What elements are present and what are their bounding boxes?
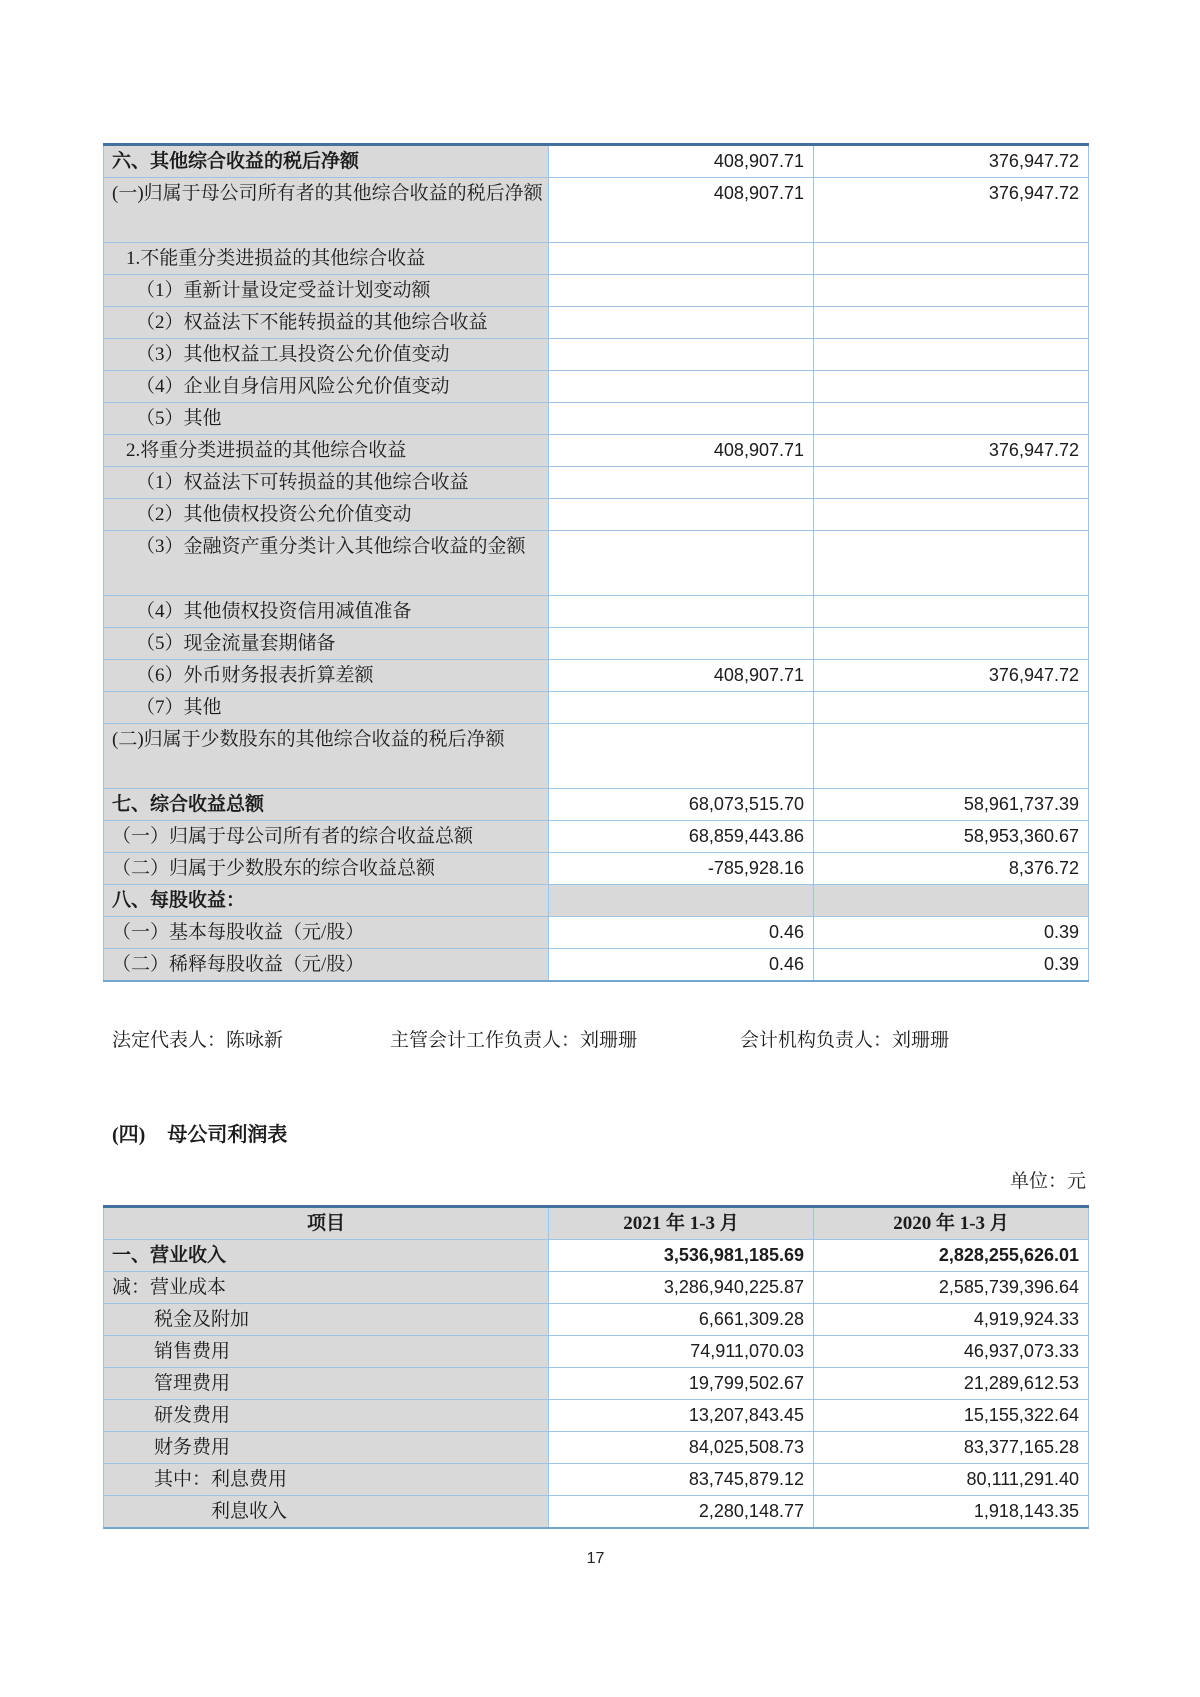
comprehensive-income-row [104, 307, 1089, 339]
comprehensive-income-row [104, 917, 1089, 949]
value-2021: 408,907.71 [549, 145, 814, 178]
value-2021: 19,799,502.67 [549, 1368, 814, 1400]
comprehensive-income-row [104, 885, 1089, 917]
page-number: 17 [586, 1550, 605, 1567]
value-2020 [814, 467, 1089, 499]
value-2020 [814, 403, 1089, 435]
value-2020: 15,155,322.64 [814, 1400, 1089, 1432]
item-label: （5）现金流量套期储备 [104, 628, 549, 660]
comprehensive-income-row [104, 628, 1089, 660]
value-2020: 376,947.72 [814, 145, 1089, 178]
item-label: 利息收入 [104, 1496, 549, 1529]
legal-representative-signature: 法定代表人：陈咏新 [112, 1030, 284, 1051]
value-2021 [549, 628, 814, 660]
value-2021: 83,745,879.12 [549, 1464, 814, 1496]
value-2021: 68,073,515.70 [549, 789, 814, 821]
value-2020: 376,947.72 [814, 660, 1089, 692]
comprehensive-income-row [104, 145, 1089, 178]
value-2021 [549, 596, 814, 628]
item-label: 一、营业收入 [104, 1240, 549, 1272]
value-2020 [814, 307, 1089, 339]
value-2021: 13,207,843.45 [549, 1400, 814, 1432]
comprehensive-income-row [104, 596, 1089, 628]
item-label: （6）外币财务报表折算差额 [104, 660, 549, 692]
value-2021 [549, 724, 814, 789]
item-label: （一）基本每股收益（元/股） [104, 917, 549, 949]
item-label: （4）其他债权投资信用减值准备 [104, 596, 549, 628]
value-2021: 68,859,443.86 [549, 821, 814, 853]
comprehensive-income-row [104, 371, 1089, 403]
comprehensive-income-row [104, 403, 1089, 435]
comprehensive-income-table-body [104, 145, 1089, 982]
value-2020: 83,377,165.28 [814, 1432, 1089, 1464]
item-label: (二)归属于少数股东的其他综合收益的税后净额 [104, 724, 549, 789]
comprehensive-income-row [104, 789, 1089, 821]
value-2020: 46,937,073.33 [814, 1336, 1089, 1368]
parent-income-statement-table [103, 1205, 1089, 1529]
item-label: 减：营业成本 [104, 1272, 549, 1304]
value-2020: 8,376.72 [814, 853, 1089, 885]
comprehensive-income-row [104, 821, 1089, 853]
item-label: 其中：利息费用 [104, 1464, 549, 1496]
value-2020 [814, 724, 1089, 789]
column-header: 2020 年 1-3 月 [814, 1207, 1089, 1240]
income-statement-row [104, 1432, 1089, 1464]
item-label: 八、每股收益： [104, 885, 549, 917]
comprehensive-income-row [104, 499, 1089, 531]
value-2020: 376,947.72 [814, 435, 1089, 467]
value-2021: -785,928.16 [549, 853, 814, 885]
item-label: （3）金融资产重分类计入其他综合收益的金额 [104, 531, 549, 596]
column-header: 项目 [104, 1207, 549, 1240]
item-label: 管理费用 [104, 1368, 549, 1400]
value-2021: 6,661,309.28 [549, 1304, 814, 1336]
value-2021 [549, 692, 814, 724]
item-label: 六、其他综合收益的税后净额 [104, 145, 549, 178]
item-label: 税金及附加 [104, 1304, 549, 1336]
item-label: （7）其他 [104, 692, 549, 724]
value-2021: 0.46 [549, 949, 814, 982]
income-statement-row [104, 1400, 1089, 1432]
value-2021 [549, 243, 814, 275]
value-2021 [549, 885, 814, 917]
value-2021: 2,280,148.77 [549, 1496, 814, 1529]
item-label: 1.不能重分类进损益的其他综合收益 [104, 243, 549, 275]
value-2020 [814, 243, 1089, 275]
value-2021 [549, 499, 814, 531]
comprehensive-income-row [104, 949, 1089, 982]
value-2020 [814, 275, 1089, 307]
value-2020 [814, 692, 1089, 724]
item-label: （3）其他权益工具投资公允价值变动 [104, 339, 549, 371]
section-title-text: 母公司利润表 [167, 1124, 288, 1146]
value-2021 [549, 403, 814, 435]
value-2021: 74,911,070.03 [549, 1336, 814, 1368]
value-2020 [814, 499, 1089, 531]
income-statement-row [104, 1368, 1089, 1400]
comprehensive-income-row [104, 435, 1089, 467]
signature-line [103, 1026, 1088, 1056]
item-label: （2）权益法下不能转损益的其他综合收益 [104, 307, 549, 339]
value-2020 [814, 596, 1089, 628]
value-2021: 3,536,981,185.69 [549, 1240, 814, 1272]
unit-label: 单位：元 [1009, 1171, 1086, 1192]
value-2021 [549, 307, 814, 339]
item-label: 2.将重分类进损益的其他综合收益 [104, 435, 549, 467]
value-2020 [814, 371, 1089, 403]
parent-income-statement-body [104, 1240, 1089, 1529]
comprehensive-income-row [104, 660, 1089, 692]
value-2021: 0.46 [549, 917, 814, 949]
value-2020: 1,918,143.35 [814, 1496, 1089, 1529]
value-2021: 3,286,940,225.87 [549, 1272, 814, 1304]
item-label: （一）归属于母公司所有者的综合收益总额 [104, 821, 549, 853]
income-statement-row [104, 1272, 1089, 1304]
value-2020: 2,585,739,396.64 [814, 1272, 1089, 1304]
value-2020 [814, 531, 1089, 596]
value-2020: 21,289,612.53 [814, 1368, 1089, 1400]
value-2020: 2,828,255,626.01 [814, 1240, 1089, 1272]
accounting-head-signature: 主管会计工作负责人：刘珊珊 [390, 1030, 638, 1051]
value-2020: 80,111,291.40 [814, 1464, 1089, 1496]
item-label: （5）其他 [104, 403, 549, 435]
value-2021: 408,907.71 [549, 660, 814, 692]
comprehensive-income-row [104, 339, 1089, 371]
comprehensive-income-row [104, 692, 1089, 724]
section-index: (四) [112, 1124, 146, 1146]
value-2021 [549, 531, 814, 596]
item-label: （二）稀释每股收益（元/股） [104, 949, 549, 982]
comprehensive-income-row [104, 531, 1089, 596]
comprehensive-income-table [103, 143, 1089, 982]
income-statement-row [104, 1496, 1089, 1529]
item-label: (一)归属于母公司所有者的其他综合收益的税后净额 [104, 178, 549, 243]
item-label: 销售费用 [104, 1336, 549, 1368]
comprehensive-income-row [104, 243, 1089, 275]
item-label: （2）其他债权投资公允价值变动 [104, 499, 549, 531]
value-2020 [814, 339, 1089, 371]
column-header: 2021 年 1-3 月 [549, 1207, 814, 1240]
income-statement-row [104, 1240, 1089, 1272]
value-2020: 0.39 [814, 917, 1089, 949]
value-2020 [814, 628, 1089, 660]
item-label: （1）重新计量设定受益计划变动额 [104, 275, 549, 307]
header-row [104, 1207, 1089, 1240]
value-2020: 4,919,924.33 [814, 1304, 1089, 1336]
value-2021 [549, 371, 814, 403]
value-2020 [814, 885, 1089, 917]
parent-income-statement-header [104, 1207, 1089, 1240]
value-2021 [549, 339, 814, 371]
comprehensive-income-row [104, 275, 1089, 307]
value-2021 [549, 275, 814, 307]
value-2020: 0.39 [814, 949, 1089, 982]
value-2020: 58,953,360.67 [814, 821, 1089, 853]
item-label: 七、综合收益总额 [104, 789, 549, 821]
value-2021: 408,907.71 [549, 178, 814, 243]
item-label: 研发费用 [104, 1400, 549, 1432]
value-2020: 58,961,737.39 [814, 789, 1089, 821]
income-statement-row [104, 1464, 1089, 1496]
value-2021: 408,907.71 [549, 435, 814, 467]
accounting-dept-head-signature: 会计机构负责人：刘珊珊 [740, 1030, 950, 1051]
value-2020: 376,947.72 [814, 178, 1089, 243]
page-content [103, 0, 1088, 1697]
item-label: （4）企业自身信用风险公允价值变动 [104, 371, 549, 403]
item-label: （二）归属于少数股东的综合收益总额 [104, 853, 549, 885]
comprehensive-income-row [104, 467, 1089, 499]
section-title [112, 1120, 287, 1150]
value-2021 [549, 467, 814, 499]
value-2021: 84,025,508.73 [549, 1432, 814, 1464]
income-statement-row [104, 1336, 1089, 1368]
item-label: （1）权益法下可转损益的其他综合收益 [104, 467, 549, 499]
comprehensive-income-row [104, 853, 1089, 885]
comprehensive-income-row [104, 724, 1089, 789]
item-label: 财务费用 [104, 1432, 549, 1464]
income-statement-row [104, 1304, 1089, 1336]
comprehensive-income-row [104, 178, 1089, 243]
